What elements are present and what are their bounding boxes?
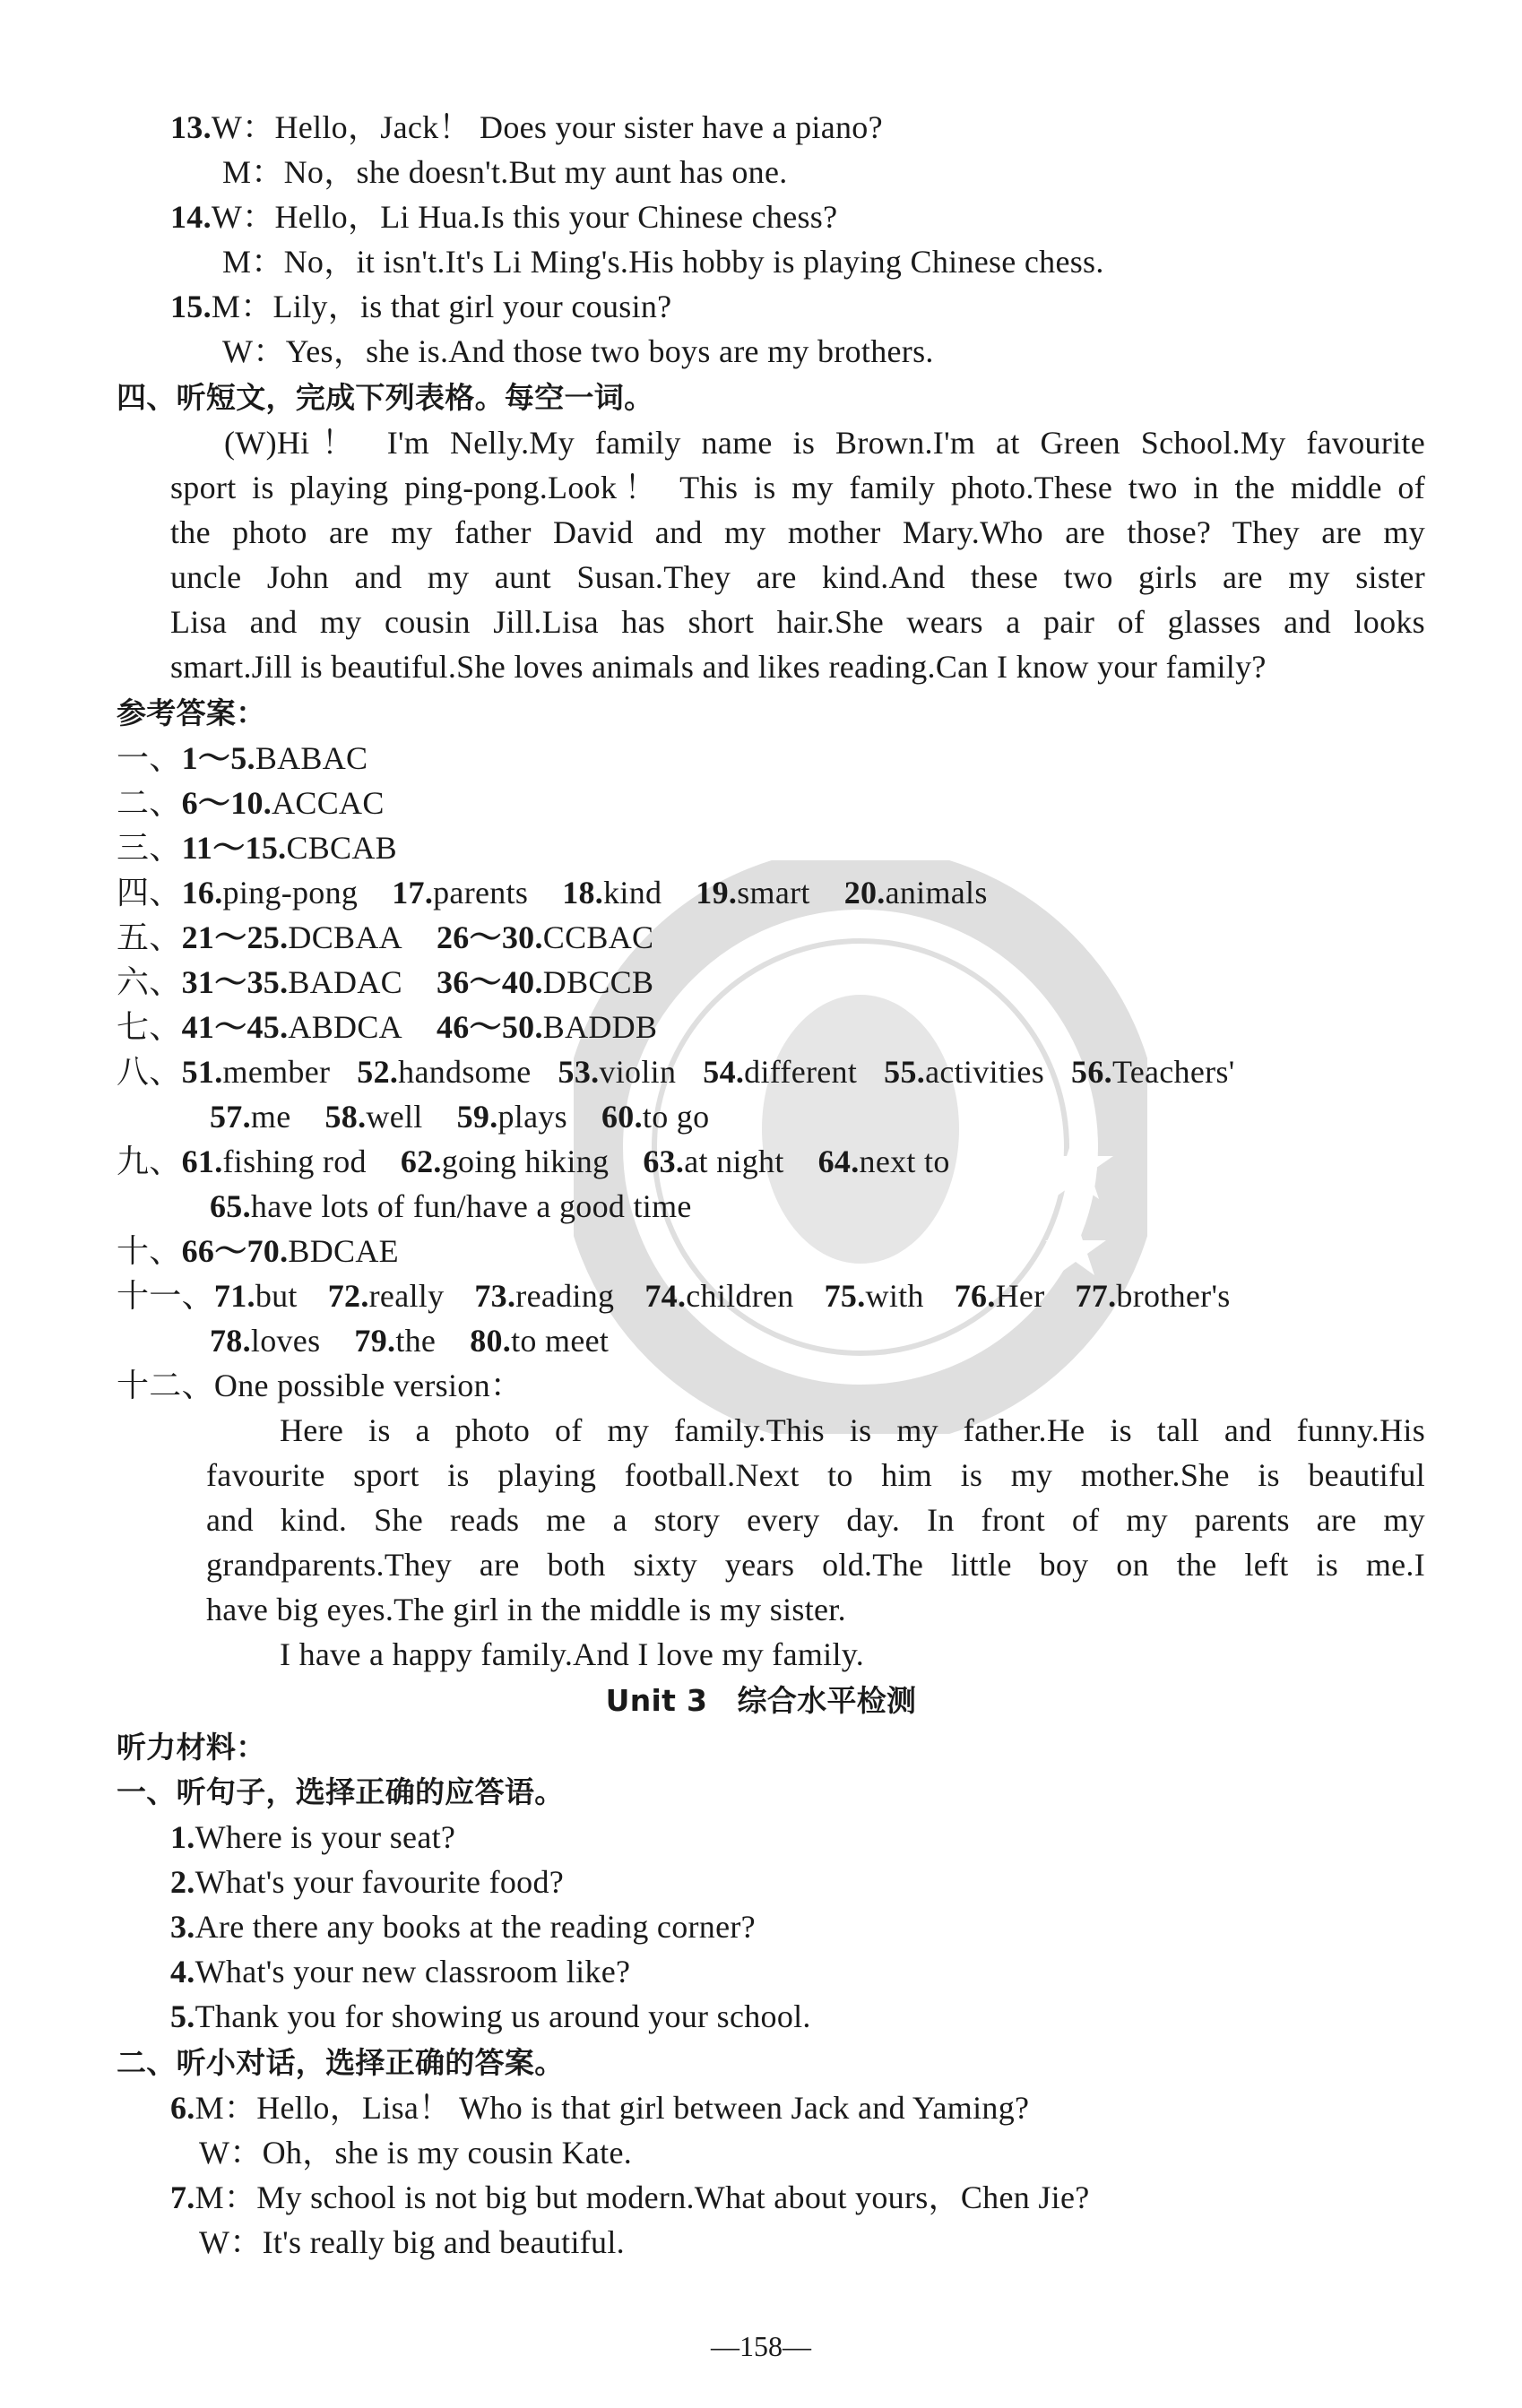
answer-item: 72.really xyxy=(327,1278,445,1314)
answer-line-11-cont xyxy=(210,1318,609,1363)
question-3: 3.Are there any books at the reading corner? xyxy=(170,1909,756,1945)
answer-item: 62.going hiking xyxy=(400,1144,610,1179)
answer-item: 16.ping-pong xyxy=(181,875,359,911)
answer-item: 26～30.CCBAC xyxy=(436,919,654,955)
essay-line: I have a happy family.And I love my family. xyxy=(280,1636,865,1672)
answer-item: 21～25.DCBAA xyxy=(181,919,402,955)
essay-line: favourite sport is playing football.Next to him is my mother.She is beautiful xyxy=(206,1457,1425,1493)
answer-item: 73.reading xyxy=(474,1278,615,1314)
listening-heading: 听力材料： xyxy=(117,1730,266,1765)
answer-item: 57.me xyxy=(210,1099,291,1135)
answer-item: 17.parents xyxy=(392,875,529,911)
dialogue-line-15: 15.M：Lily，is that girl your cousin? xyxy=(170,289,672,324)
answer-line-4: 四、16.ping-pong 17.parents 18.kind 19.smart 20.animals xyxy=(117,870,988,915)
answer-item: 56.Teachers' xyxy=(1071,1054,1235,1090)
answer-item: 60.to go xyxy=(601,1099,710,1135)
essay-line: and kind. She reads me a story every day. In front of my parents are my xyxy=(206,1502,1425,1538)
answer-line-10: 十、66～70.BDCAE xyxy=(117,1233,399,1269)
passage-line: (W)Hi！ I'm Nelly.My family name is Brown.I'm at Green School.My favourite xyxy=(224,425,1425,461)
answer-item: 20.animals xyxy=(843,875,988,911)
answer-item: 76.Her xyxy=(954,1278,1045,1314)
essay-line: have big eyes.The girl in the middle is my sister. xyxy=(206,1592,846,1627)
answer-item: 55.activities xyxy=(884,1054,1045,1090)
passage-line: Lisa and my cousin Jill.Lisa has short hair.She wears a pair of glasses and looks xyxy=(170,604,1425,640)
dialogue-line-7-reply: W：It's really big and beautiful. xyxy=(199,2224,625,2260)
answer-line-9: 九、61.fishing rod 62.going hiking 63.at night 64.next to xyxy=(117,1139,950,1184)
page-number: —158— xyxy=(711,2330,811,2362)
answer-line-11: 十一、71.but 72.really 73.reading 74.children 75.with 76.Her 77.brother's xyxy=(117,1273,1231,1318)
passage-line: smart.Jill is beautiful.She loves animals and likes reading.Can I know your family? xyxy=(170,649,1267,685)
answer-item: 52.handsome xyxy=(357,1054,532,1090)
dialogue-line-15-reply: W：Yes，she is.And those two boys are my brothers. xyxy=(222,333,934,369)
question-1: 1.Where is your seat? xyxy=(170,1819,456,1855)
answer-item: 41～45.ABDCA xyxy=(181,1009,402,1045)
answer-item: 77.brother's xyxy=(1075,1278,1231,1314)
answer-item: 71.but xyxy=(213,1278,298,1314)
question-2: 2.What's your favourite food? xyxy=(170,1864,565,1900)
answer-item: 80.to meet xyxy=(470,1323,610,1359)
question-4: 4.What's your new classroom like? xyxy=(170,1954,631,1989)
dialogue-line-7: 7.M：My school is not big but modern.What about yours，Chen Jie? xyxy=(170,2179,1090,2215)
answer-item: 61.fishing rod xyxy=(181,1144,367,1179)
answer-line-3: 三、11～15.CBCAB xyxy=(117,830,397,866)
answer-line-7: 七、41～45.ABDCA 46～50.BADDB xyxy=(117,1005,657,1049)
answer-line-1: 一、1～5.BABAC xyxy=(117,740,368,776)
dialogue-line-14: 14.W：Hello，Li Hua.Is this your Chinese chess? xyxy=(170,199,838,235)
dialogue-line-6: 6.M：Hello，Lisa！ Who is that girl between Jack and Yaming? xyxy=(170,2090,1030,2126)
answer-item: 64.next to xyxy=(817,1144,950,1179)
answer-item: 54.different xyxy=(703,1054,858,1090)
answer-item: 31～35.BADAC xyxy=(181,964,402,1000)
answer-line-9-cont: 65.have lots of fun/have a good time xyxy=(210,1188,692,1224)
answer-item: 51.member xyxy=(181,1054,331,1090)
dialogue-line-14-reply: M：No，it isn't.It's Li Ming's.His hobby is playing Chinese chess. xyxy=(222,244,1104,280)
answer-item: 58.well xyxy=(324,1099,423,1135)
question-5: 5.Thank you for showing us around your school. xyxy=(170,1998,811,2034)
passage-line: sport is playing ping-pong.Look！ This is my family photo.These two in the middle of xyxy=(170,470,1425,505)
answer-line-8-cont xyxy=(210,1094,709,1139)
dialogue-line-6-reply: W：Oh，she is my cousin Kate. xyxy=(199,2135,633,2171)
answer-item: 79.the xyxy=(354,1323,437,1359)
answer-item: 53.violin xyxy=(558,1054,677,1090)
section4-heading: 四、听短文，完成下列表格。每空一词。 xyxy=(117,380,654,415)
answer-item: 19.smart xyxy=(696,875,810,911)
answer-line-8: 八、51.member 52.handsome 53.violin 54.different 55.activities 56.Teachers' xyxy=(117,1049,1235,1094)
essay-line: grandparents.They are both sixty years old.The little boy on the left is me.I xyxy=(206,1547,1425,1583)
answers-heading: 参考答案： xyxy=(117,695,266,730)
section2-heading: 二、听小对话，选择正确的答案。 xyxy=(117,2045,565,2080)
answer-line-6: 六、31～35.BADAC 36～40.DBCCB xyxy=(117,960,653,1005)
answer-item: 74.children xyxy=(644,1278,794,1314)
answer-item: 63.at night xyxy=(643,1144,784,1179)
answer-item: 78.loves xyxy=(210,1323,321,1359)
answer-item: 18.kind xyxy=(562,875,662,911)
answer-item: 75.with xyxy=(824,1278,924,1314)
answer-line-2: 二、6～10.ACCAC xyxy=(117,785,385,821)
passage-line: uncle John and my aunt Susan.They are kind.And these two girls are my sister xyxy=(170,559,1425,595)
dialogue-line-13: 13.W：Hello，Jack！ Does your sister have a piano? xyxy=(170,109,883,145)
answer-item: 59.plays xyxy=(456,1099,567,1135)
section1-heading: 一、听句子，选择正确的应答语。 xyxy=(117,1774,565,1809)
essay-line: Here is a photo of my family.This is my father.He is tall and funny.His xyxy=(280,1412,1425,1448)
answer-item: 46～50.BADDB xyxy=(436,1009,658,1045)
answer-line-12: 十二、One possible version： xyxy=(117,1368,523,1403)
dialogue-line-13-reply: M：No，she doesn't.But my aunt has one. xyxy=(222,154,788,190)
passage-line: the photo are my father David and my mother Mary.Who are those? They are my xyxy=(170,514,1425,550)
unit-title: Unit 3 综合水平检测 xyxy=(605,1683,917,1718)
answer-line-5: 五、21～25.DCBAA 26～30.CCBAC xyxy=(117,915,653,960)
answer-item: 36～40.DBCCB xyxy=(436,964,654,1000)
